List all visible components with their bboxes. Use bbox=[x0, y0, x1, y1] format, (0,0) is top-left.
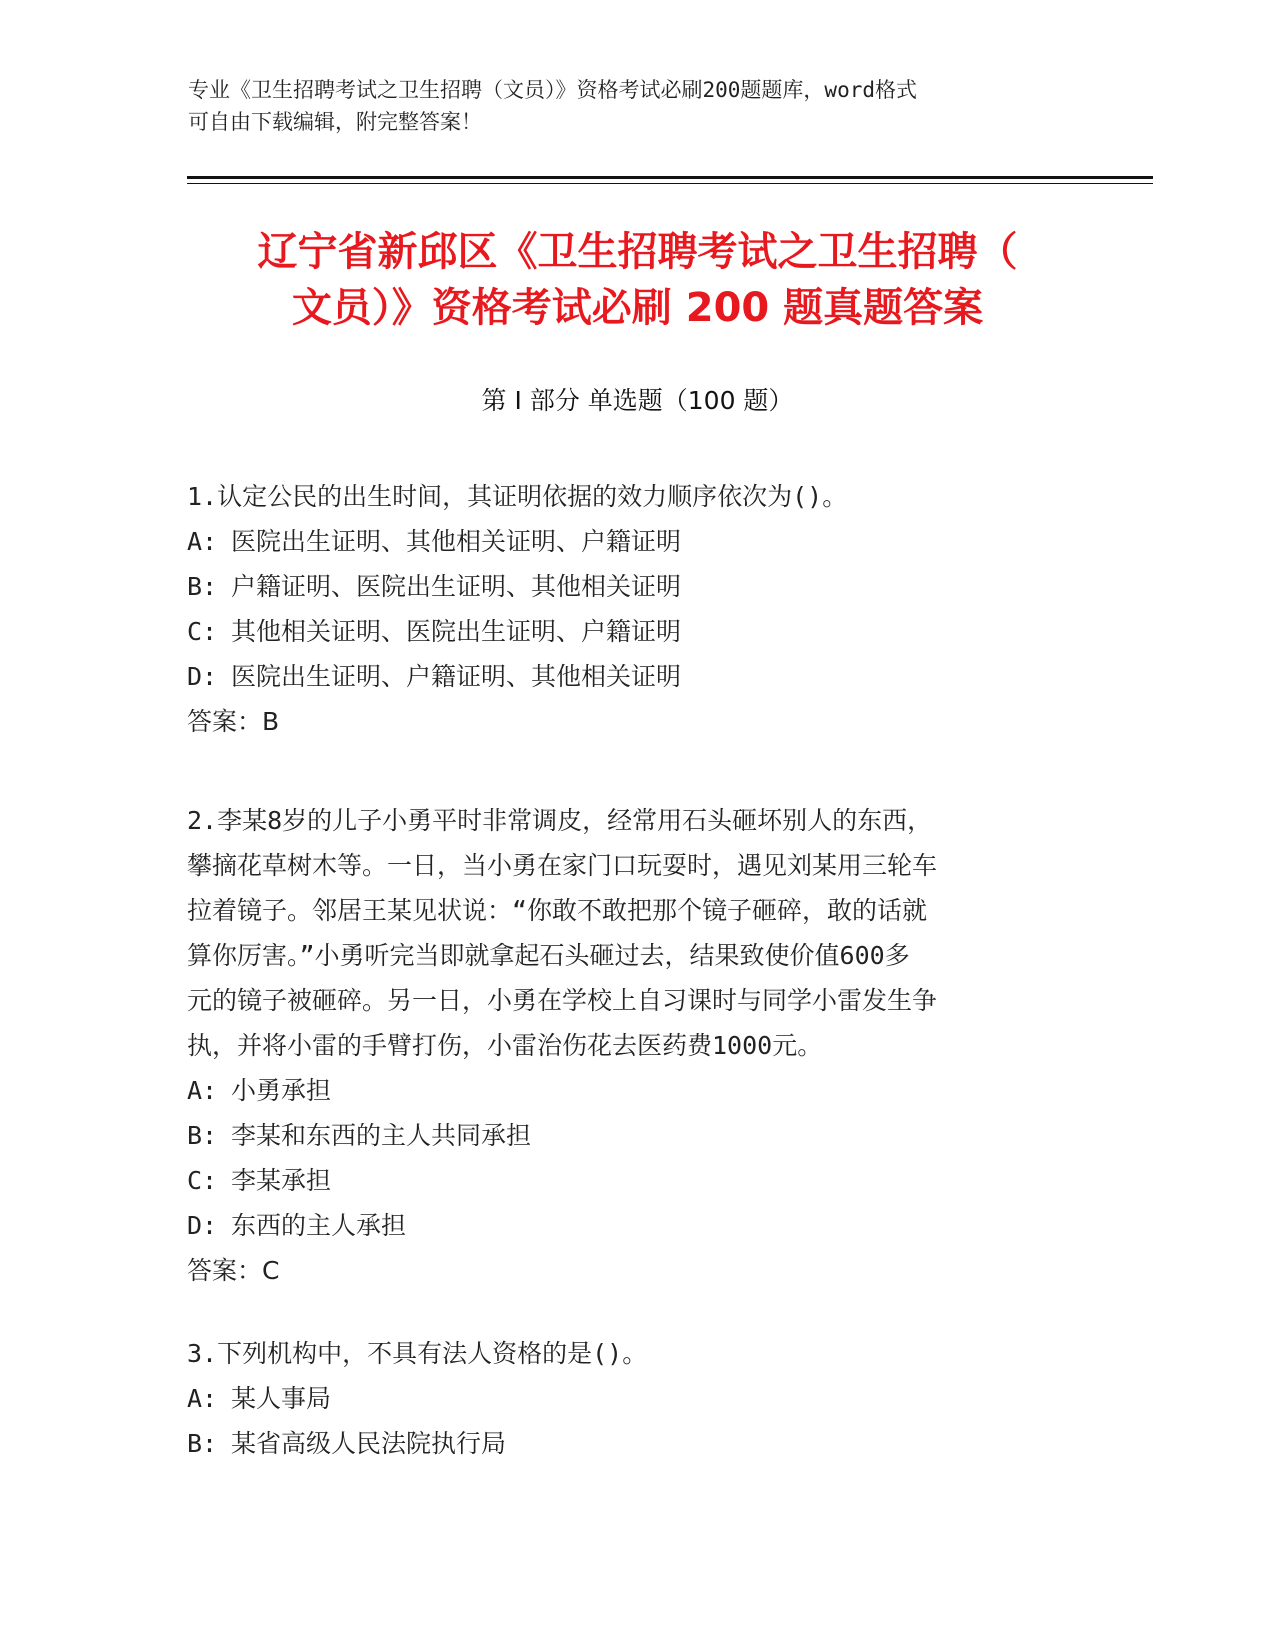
option-text: 医院出生证明、户籍证明、其他相关证明 bbox=[231, 662, 682, 691]
header-rule-thick bbox=[187, 176, 1153, 179]
option-letter: C: bbox=[187, 1166, 218, 1195]
document-title-line: 文员）》资格考试必刷 200 题真题答案 bbox=[291, 285, 984, 331]
question-stem-line: 算你厉害。”小勇听完当即就拿起石头砸过去，结果致使价值600多 bbox=[187, 941, 910, 970]
option-text: 某省高级人民法院执行局 bbox=[231, 1429, 507, 1458]
option-letter: A: bbox=[187, 527, 218, 556]
option-c bbox=[187, 1158, 1067, 1203]
answer-text: 答案：C bbox=[187, 1256, 280, 1285]
question-1 bbox=[187, 474, 1067, 744]
option-b bbox=[187, 564, 1067, 609]
question-stem-line: 2.李某8岁的儿子小勇平时非常调皮，经常用石头砸坏别人的东西， bbox=[187, 806, 933, 835]
question-stem-line: 3.下列机构中，不具有法人资格的是()。 bbox=[187, 1339, 648, 1368]
option-b bbox=[187, 1113, 1067, 1158]
header-rule-thin bbox=[187, 183, 1153, 184]
option-text: 某人事局 bbox=[231, 1384, 332, 1413]
option-text: 李某承担 bbox=[231, 1166, 332, 1195]
option-letter: D: bbox=[187, 662, 218, 691]
question-stem-line: 拉着镜子。邻居王某见状说：“你敢不敢把那个镜子砸碎，敢的话就 bbox=[187, 896, 928, 925]
option-text: 李某和东西的主人共同承担 bbox=[231, 1121, 532, 1150]
question-stem-line: 攀摘花草树木等。一日，当小勇在家门口玩耍时，遇见刘某用三轮车 bbox=[187, 851, 938, 880]
option-letter: A: bbox=[187, 1076, 218, 1105]
question-stem bbox=[187, 798, 1067, 1068]
question-3 bbox=[187, 1331, 1067, 1466]
option-letter: D: bbox=[187, 1211, 218, 1240]
option-text: 东西的主人承担 bbox=[231, 1211, 407, 1240]
document-title-line: 辽宁省新邱区《卫生招聘考试之卫生招聘（ bbox=[257, 229, 1018, 275]
header-note-line: 专业《卫生招聘考试之卫生招聘（文员）》资格考试必刷200题题库，word格式 bbox=[188, 78, 917, 102]
option-a bbox=[187, 1376, 1067, 1421]
question-stem-line: 执，并将小雷的手臂打伤，小雷治伤花去医药费1000元。 bbox=[187, 1031, 823, 1060]
option-text: 户籍证明、医院出生证明、其他相关证明 bbox=[231, 572, 682, 601]
option-d bbox=[187, 1203, 1067, 1248]
option-a bbox=[187, 519, 1067, 564]
question-stem-line: 元的镜子被砸碎。另一日，小勇在学校上自习课时与同学小雷发生争 bbox=[187, 986, 938, 1015]
option-letter: A: bbox=[187, 1384, 218, 1413]
option-text: 其他相关证明、医院出生证明、户籍证明 bbox=[231, 617, 682, 646]
option-text: 小勇承担 bbox=[231, 1076, 332, 1105]
option-text: 医院出生证明、其他相关证明、户籍证明 bbox=[231, 527, 682, 556]
option-letter: B: bbox=[187, 572, 218, 601]
question-stem-line: 1.认定公民的出生时间，其证明依据的效力顺序依次为()。 bbox=[187, 482, 848, 511]
header-note-line: 可自由下载编辑，附完整答案！ bbox=[188, 110, 482, 134]
option-letter: C: bbox=[187, 617, 218, 646]
question-2 bbox=[187, 798, 1067, 1293]
question-stem bbox=[187, 1331, 1067, 1376]
option-a bbox=[187, 1068, 1067, 1113]
option-b bbox=[187, 1421, 1067, 1466]
option-d bbox=[187, 654, 1067, 699]
answer-text: 答案：B bbox=[187, 707, 280, 736]
option-letter: B: bbox=[187, 1121, 218, 1150]
document-title bbox=[180, 224, 1095, 336]
question-stem bbox=[187, 474, 1067, 519]
option-letter: B: bbox=[187, 1429, 218, 1458]
header-note bbox=[188, 74, 1068, 138]
section-title: 第 I 部分 单选题（100 题） bbox=[481, 386, 794, 415]
option-c bbox=[187, 609, 1067, 654]
